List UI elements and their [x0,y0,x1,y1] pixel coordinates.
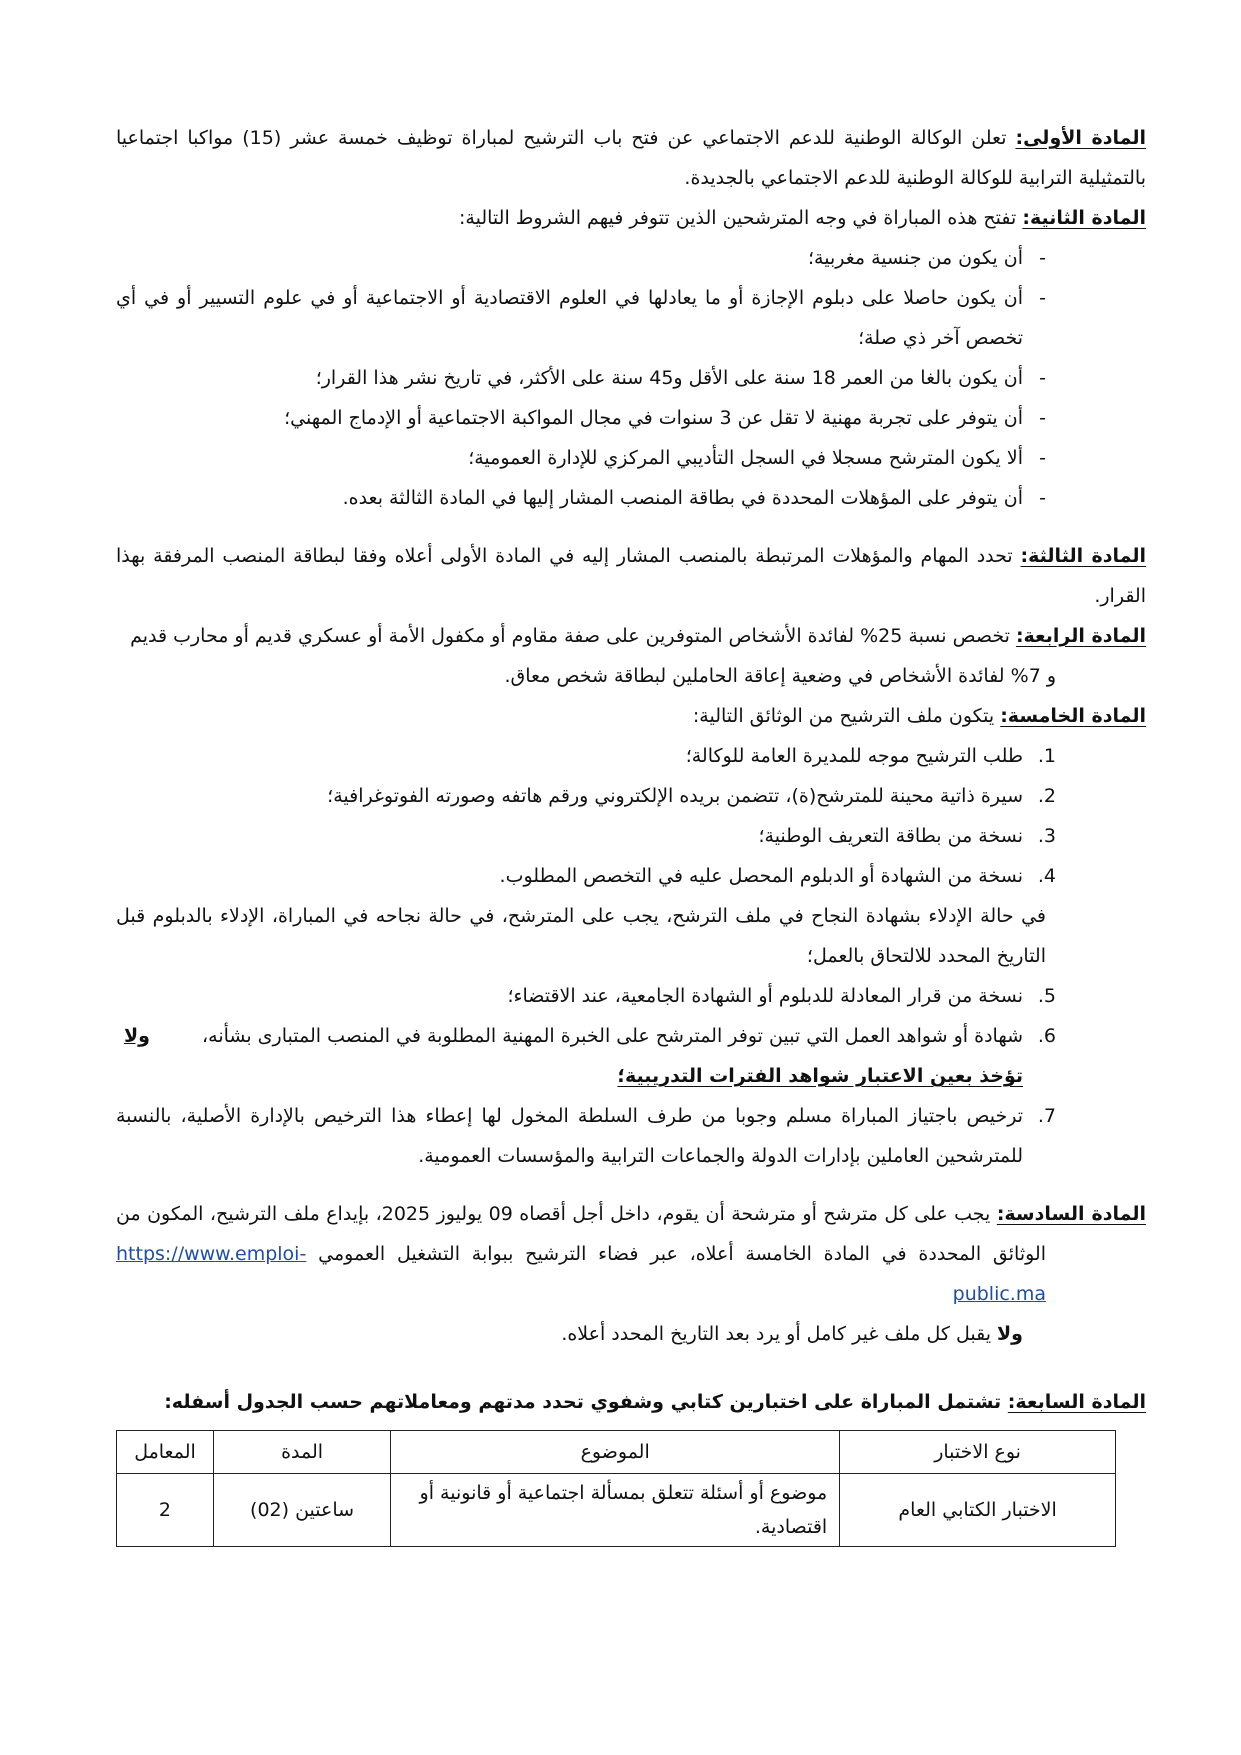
dash-bullet: - [1039,367,1046,389]
article-7-heading: المادة السابعة: [1007,1391,1146,1413]
document-item: 4. نسخة من الشهادة أو الدبلوم المحصل عليه في التخصص المطلوب. [499,865,1056,887]
spacer [116,1176,1146,1194]
condition-item: - أن يكون حاصلا على دبلوم الإجازة أو ما يعادلها في العلوم الاقتصادية أو الاجتماعية أو في علوم التسيير أو في أي تخصص آخر ذي صلة؛ [116,278,1146,358]
documents-list [116,736,1146,896]
condition-item: - ألا يكون المترشح مسجلا في السجل التأديبي المركزي للإدارة العمومية؛ [116,438,1146,478]
article-6 [116,1194,1146,1314]
diploma-note: في حالة الإدلاء بشهادة النجاح في ملف الترشح، يجب على المترشح، في حالة نجاحه في المباراة، الإدلاء بالدبلوم قبل التاريخ المحدد للالتحاق بالعمل؛ [116,905,1046,967]
condition-item: - أن يتوفر على المؤهلات المحددة في بطاقة المنصب المشار إليها في المادة الثالثة بعده. [116,478,1146,518]
article-5-text: يتكون ملف الترشيح من الوثائق التالية: [692,705,1001,727]
dash-bullet: - [1039,407,1046,429]
spacer [116,518,1146,536]
emploi-public-link[interactable]: https://www.emploi-public.ma [116,1243,1046,1305]
header-subject: الموضوع [391,1431,840,1474]
cell-subject: موضوع أو أسئلة تتعلق بمسألة اجتماعية أو قانونية أو اقتصادية. [391,1474,840,1547]
conditions-list [116,238,1146,518]
article-3-text: تحدد المهام والمؤهلات المرتبطة بالمنصب المشار إليه في المادة الأولى أعلاه وفقا لبطاقة المنصب المرفقة بهذا القرار. [116,545,1146,607]
article-4-text: تخصص نسبة 25% لفائدة الأشخاص المتوفرين على صفة مقاوم أو مكفول الأمة أو عسكري قديم أو محارب قديم [130,625,1016,647]
table-header-row [117,1431,1116,1474]
article-7-text: تشتمل المباراة على اختبارين كتابي وشفوي تحدد مدتهم ومعاملاتهم حسب الجدول أسفله: [164,1391,1008,1413]
article-2-heading: المادة الثانية: [1022,207,1146,229]
article-3-heading: المادة الثالثة: [1020,545,1146,567]
article-6-heading: المادة السادسة: [996,1203,1146,1225]
document-item: 3. نسخة من بطاقة التعريف الوطنية؛ [758,825,1056,847]
dash-bullet: - [1039,487,1046,509]
article-2 [116,198,1146,238]
spacer [116,1354,1146,1382]
article-2-text: تفتح هذه المباراة في وجه المترشحين الذين تتوفر فيهم الشروط التالية: [459,207,1023,229]
cell-duration: ساعتين (02) [213,1474,390,1547]
article-5 [116,696,1146,736]
table-row [117,1474,1116,1547]
dash-bullet: - [1039,447,1046,469]
header-coefficient: المعامل [117,1431,214,1474]
documents-list-cont [116,976,1146,1176]
dash-bullet: - [1039,247,1046,269]
wala-mark: ولا [124,1025,150,1047]
article-1-text: تعلن الوكالة الوطنية للدعم الاجتماعي عن فتح باب الترشيح لمباراة توظيف خمسة عشر (15) مواكبا اجتماعيا بالتمثيلية الترابية للوكالة الوطنية للدعم الاجتماعي بالجديدة. [116,127,1146,189]
document-body [116,118,1146,1547]
document-item: 7. ترخيص باجتياز المباراة مسلم وجوبا من طرف السلطة المخول لها إعطاء هذا الترخيص بالإدارة الأصلية، بالنسبة للمترشحين العاملين بإدارات الدولة والجماعات الترابية والمؤسسات العمومية. [116,1105,1056,1167]
header-duration: المدة [213,1431,390,1474]
article-6-text: يجب على كل مترشح أو مترشحة أن يقوم، داخل أجل أقصاه 09 يوليوز 2025، بإيداع ملف الترشيح، المكون من الوثائق المحددة في المادة الخامسة أعلاه، عبر فضاء الترشيح ببوابة التشغيل العمومي [116,1203,1046,1265]
condition-item: - أن يكون بالغا من العمر 18 سنة على الأقل و45 سنة على الأكثر، في تاريخ نشر هذا القرار؛ [116,358,1146,398]
article-1-heading: المادة الأولى: [1015,127,1146,149]
cell-exam-type: الاختبار الكتابي العام [840,1474,1116,1547]
header-exam-type: نوع الاختبار [840,1431,1116,1474]
article-1 [116,118,1146,198]
dash-bullet: - [1039,287,1046,309]
article-3 [116,536,1146,616]
article-4-continuation: و 7% لفائدة الأشخاص في وضعية إعاقة الحاملين لبطاقة شخص معاق. [504,665,1056,687]
condition-item: - أن يكون من جنسية مغربية؛ [116,238,1146,278]
document-item: 5. نسخة من قرار المعادلة للدبلوم أو الشهادة الجامعية، عند الاقتضاء؛ [507,985,1056,1007]
cell-coefficient: 2 [117,1474,214,1547]
document-item: 6. شهادة أو شواهد العمل التي تبين توفر المترشح على الخبرة المهنية المطلوبة في المنصب المتبارى بشأنه، ولا [116,1016,1146,1056]
article-6-final: ولا يقبل كل ملف غير كامل أو يرد بعد التاريخ المحدد أعلاه. [561,1323,1023,1345]
document-item-continuation: تؤخذ بعين الاعتبار شواهد الفترات التدريبية؛ [617,1065,1023,1087]
article-4-heading: المادة الرابعة: [1015,625,1146,647]
document-item: 2. سيرة ذاتية محينة للمترشح(ة)، تتضمن بريده الإلكتروني ورقم هاتفه وصورته الفوتوغرافية؛ [327,785,1056,807]
condition-item: - أن يتوفر على تجربة مهنية لا تقل عن 3 سنوات في مجال المواكبة الاجتماعية أو الإدماج المهني؛ [116,398,1146,438]
article-4 [116,616,1146,656]
article-7 [116,1382,1146,1422]
article-5-heading: المادة الخامسة: [1000,705,1146,727]
exam-table [116,1430,1116,1547]
document-item: 1. طلب الترشيح موجه للمديرة العامة للوكالة؛ [685,745,1056,767]
